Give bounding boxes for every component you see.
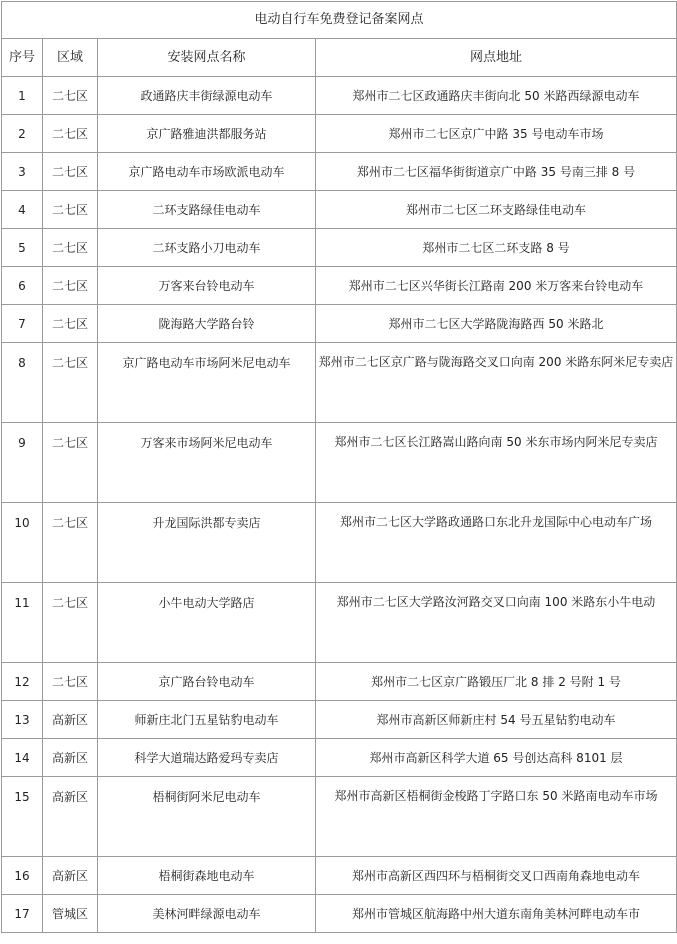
row-name: 万客来市场阿米尼电动车: [98, 423, 316, 503]
row-address: 郑州市管城区航海路中州大道东南角美林河畔电动车市: [316, 895, 677, 933]
row-address: 郑州市二七区京广路锻压厂北 8 排 2 号附 1 号: [316, 663, 677, 701]
row-number: 1: [2, 77, 43, 115]
table-row: [2, 77, 677, 115]
row-district: 二七区: [43, 343, 98, 423]
row-address: 郑州市二七区大学路陇海路西 50 米路北: [316, 305, 677, 343]
row-name: 政通路庆丰街绿源电动车: [98, 77, 316, 115]
row-name: 梧桐街森地电动车: [98, 857, 316, 895]
row-district: 二七区: [43, 663, 98, 701]
table-row: [2, 115, 677, 153]
header-address: 网点地址: [316, 39, 677, 77]
row-district: 二七区: [43, 583, 98, 663]
row-number: 6: [2, 267, 43, 305]
row-district: 管城区: [43, 895, 98, 933]
row-address: 郑州市高新区科学大道 65 号创达高科 8101 层: [316, 739, 677, 777]
row-number: 9: [2, 423, 43, 503]
table-row: [2, 229, 677, 267]
row-district: 二七区: [43, 229, 98, 267]
header-district: 区域: [43, 39, 98, 77]
table-row: [2, 583, 677, 663]
row-name: 京广路电动车市场欧派电动车: [98, 153, 316, 191]
row-number: 3: [2, 153, 43, 191]
row-name: 师新庄北门五星钻豹电动车: [98, 701, 316, 739]
row-name: 京广路电动车市场阿米尼电动车: [98, 343, 316, 423]
table-row: [2, 895, 677, 933]
header-name: 安装网点名称: [98, 39, 316, 77]
row-district: 二七区: [43, 153, 98, 191]
row-name: 美林河畔绿源电动车: [98, 895, 316, 933]
row-name: 升龙国际洪都专卖店: [98, 503, 316, 583]
row-district: 二七区: [43, 503, 98, 583]
row-number: 7: [2, 305, 43, 343]
row-address: 郑州市二七区京广中路 35 号电动车市场: [316, 115, 677, 153]
row-number: 2: [2, 115, 43, 153]
table-row: [2, 343, 677, 423]
row-name: 京广路台铃电动车: [98, 663, 316, 701]
row-district: 二七区: [43, 305, 98, 343]
row-district: 二七区: [43, 115, 98, 153]
row-district: 二七区: [43, 267, 98, 305]
row-district: 高新区: [43, 739, 98, 777]
row-district: 二七区: [43, 191, 98, 229]
row-address: 郑州市二七区福华街街道京广中路 35 号南三排 8 号: [316, 153, 677, 191]
row-address: 郑州市二七区大学路政通路口东北升龙国际中心电动车广场: [316, 503, 677, 583]
row-name: 二环支路绿佳电动车: [98, 191, 316, 229]
row-address: 郑州市高新区师新庄村 54 号五星钻豹电动车: [316, 701, 677, 739]
row-name: 二环支路小刀电动车: [98, 229, 316, 267]
registration-table: [1, 1, 677, 933]
table-title: 电动自行车免费登记备案网点: [2, 2, 677, 39]
row-number: 13: [2, 701, 43, 739]
row-address: 郑州市二七区长江路嵩山路向南 50 米东市场内阿米尼专卖店: [316, 423, 677, 503]
row-number: 8: [2, 343, 43, 423]
row-district: 二七区: [43, 77, 98, 115]
row-number: 4: [2, 191, 43, 229]
table-row: [2, 305, 677, 343]
row-address: 郑州市二七区大学路汝河路交叉口向南 100 米路东小牛电动: [316, 583, 677, 663]
row-name: 小牛电动大学路店: [98, 583, 316, 663]
row-address: 郑州市二七区二环支路 8 号: [316, 229, 677, 267]
row-district: 二七区: [43, 423, 98, 503]
table-row: [2, 701, 677, 739]
table-row: [2, 423, 677, 503]
row-address: 郑州市二七区二环支路绿佳电动车: [316, 191, 677, 229]
row-number: 14: [2, 739, 43, 777]
row-number: 10: [2, 503, 43, 583]
row-number: 17: [2, 895, 43, 933]
table-row: [2, 663, 677, 701]
row-number: 5: [2, 229, 43, 267]
row-number: 15: [2, 777, 43, 857]
row-number: 16: [2, 857, 43, 895]
table-row: [2, 267, 677, 305]
header-row: [2, 39, 677, 77]
table-row: [2, 503, 677, 583]
row-number: 12: [2, 663, 43, 701]
row-name: 科学大道瑞达路爱玛专卖店: [98, 739, 316, 777]
row-address: 郑州市高新区梧桐街金梭路丁字路口东 50 米路南电动车市场: [316, 777, 677, 857]
row-name: 梧桐街阿米尼电动车: [98, 777, 316, 857]
table-row: [2, 777, 677, 857]
header-no: 序号: [2, 39, 43, 77]
row-district: 高新区: [43, 857, 98, 895]
row-district: 高新区: [43, 701, 98, 739]
row-number: 11: [2, 583, 43, 663]
table-row: [2, 153, 677, 191]
row-district: 高新区: [43, 777, 98, 857]
table-row: [2, 739, 677, 777]
row-name: 万客来台铃电动车: [98, 267, 316, 305]
row-name: 京广路雅迪洪都服务站: [98, 115, 316, 153]
table-row: [2, 857, 677, 895]
row-address: 郑州市高新区西四环与梧桐街交叉口西南角森地电动车: [316, 857, 677, 895]
table-row: [2, 191, 677, 229]
row-address: 郑州市二七区兴华街长江路南 200 米万客来台铃电动车: [316, 267, 677, 305]
row-name: 陇海路大学路台铃: [98, 305, 316, 343]
row-address: 郑州市二七区京广路与陇海路交叉口向南 200 米路东阿米尼专卖店: [316, 343, 677, 423]
row-address: 郑州市二七区政通路庆丰街向北 50 米路西绿源电动车: [316, 77, 677, 115]
